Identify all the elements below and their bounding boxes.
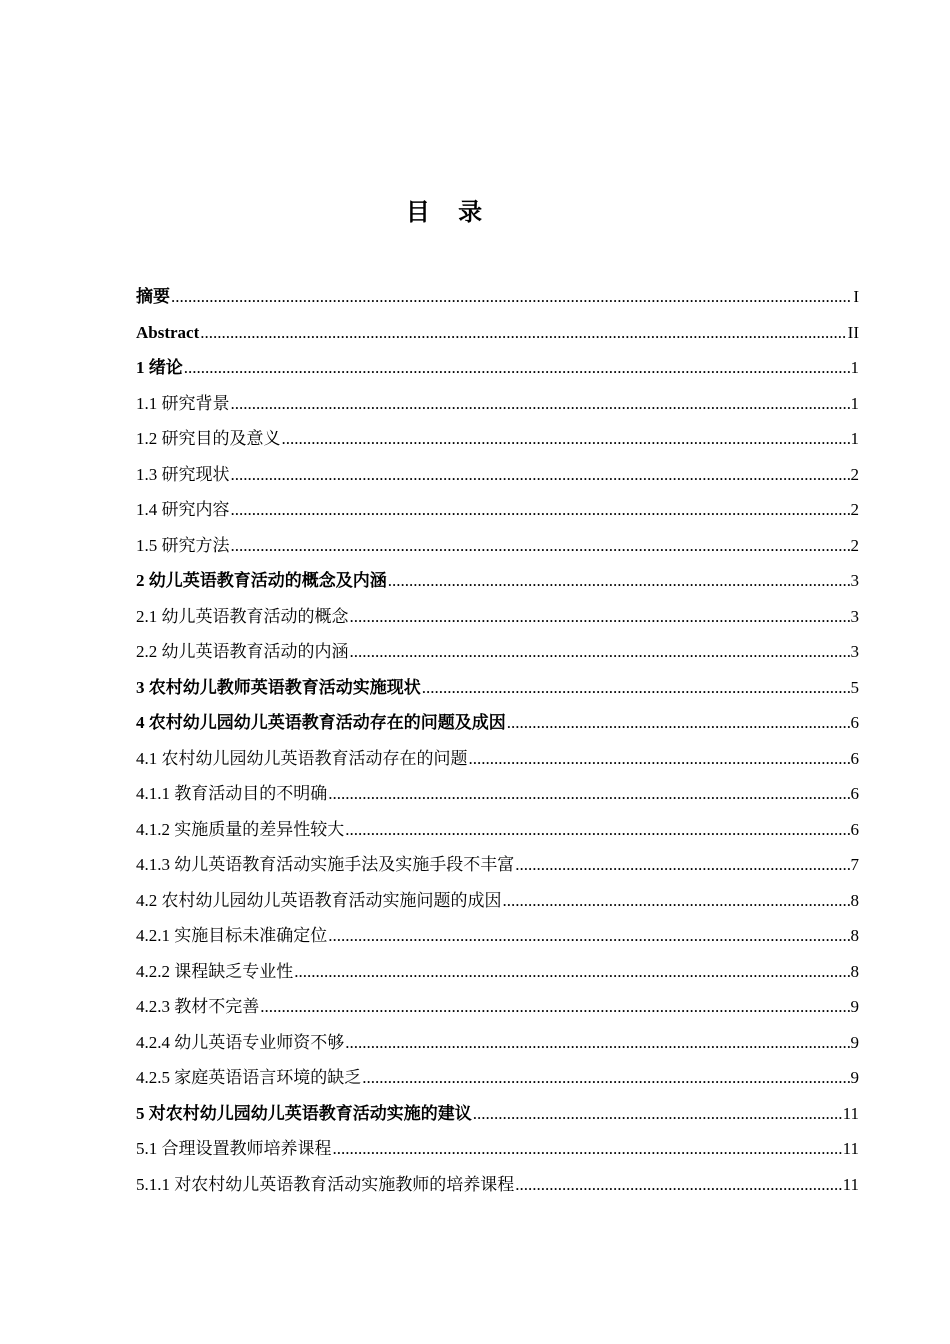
- toc-entry[interactable]: [136, 563, 859, 599]
- toc-leader-dots: [231, 492, 850, 528]
- page-title: 目 录: [405, 198, 493, 226]
- toc-leader-dots: [231, 386, 850, 422]
- toc-entry[interactable]: [136, 812, 859, 848]
- table-of-contents: [136, 279, 859, 1202]
- toc-entry-page-number: 9: [850, 1032, 859, 1052]
- toc-entry[interactable]: [136, 1060, 859, 1096]
- toc-entry-page-number: I: [853, 287, 859, 306]
- toc-leader-dots: [184, 350, 850, 386]
- toc-entry[interactable]: [136, 989, 859, 1025]
- toc-leader-dots: [328, 776, 849, 812]
- toc-leader-dots: [350, 634, 850, 670]
- toc-entry-page-number: 6: [850, 819, 859, 839]
- toc-entry[interactable]: [136, 386, 859, 422]
- toc-entry[interactable]: [136, 847, 859, 883]
- toc-entry-page-number: 8: [850, 961, 859, 981]
- toc-entry-title: 摘要: [136, 287, 170, 306]
- toc-entry-page-number: 5: [850, 677, 859, 697]
- toc-entry[interactable]: [136, 741, 859, 777]
- toc-entry-title: 1.3 研究现状: [136, 464, 230, 484]
- toc-leader-dots: [200, 315, 846, 351]
- toc-entry-title: 4.2.1 实施目标未准确定位: [136, 926, 328, 945]
- toc-entry-page-number: 3: [850, 571, 859, 590]
- toc-entry[interactable]: [136, 670, 859, 706]
- toc-entry[interactable]: [136, 421, 859, 457]
- toc-entry[interactable]: [136, 599, 859, 635]
- toc-entry-title: 4.2.3 教材不完善: [136, 997, 260, 1016]
- toc-entry-title: 3 农村幼儿教师英语教育活动实施现状: [136, 677, 421, 697]
- toc-leader-dots: [231, 528, 850, 564]
- toc-entry[interactable]: [136, 492, 859, 528]
- toc-entry-page-number: 8: [850, 926, 859, 945]
- toc-entry[interactable]: [136, 954, 859, 990]
- toc-entry-page-number: 2: [850, 464, 859, 484]
- toc-entry-page-number: 3: [850, 606, 859, 626]
- toc-entry-title: 4.2.5 家庭英语语言环境的缺乏: [136, 1068, 362, 1087]
- toc-entry-title: 4.1 农村幼儿园幼儿英语教育活动存在的问题: [136, 748, 468, 768]
- toc-entry-title: 1.5 研究方法: [136, 535, 230, 555]
- toc-leader-dots: [171, 279, 852, 315]
- toc-entry-title: 1 绪论: [136, 358, 183, 377]
- toc-entry-page-number: 11: [842, 1174, 859, 1194]
- toc-leader-dots: [507, 705, 850, 741]
- toc-entry[interactable]: [136, 918, 859, 954]
- toc-entry-page-number: 11: [842, 1103, 859, 1123]
- toc-entry[interactable]: [136, 528, 859, 564]
- toc-entry[interactable]: [136, 315, 859, 351]
- toc-entry-page-number: 6: [850, 784, 859, 803]
- toc-leader-dots: [333, 1131, 842, 1167]
- toc-entry-title: 2 幼儿英语教育活动的概念及内涵: [136, 571, 387, 590]
- toc-entry[interactable]: [136, 457, 859, 493]
- toc-entry-title: 1.4 研究内容: [136, 500, 230, 519]
- toc-entry-title: 1.1 研究背景: [136, 393, 230, 413]
- toc-leader-dots: [473, 1096, 842, 1132]
- toc-entry[interactable]: [136, 1131, 859, 1167]
- toc-entry-page-number: 8: [850, 890, 859, 910]
- toc-leader-dots: [260, 989, 849, 1025]
- toc-entry-title: 5 对农村幼儿园幼儿英语教育活动实施的建议: [136, 1103, 472, 1123]
- toc-entry[interactable]: [136, 1096, 859, 1132]
- toc-leader-dots: [282, 421, 850, 457]
- toc-leader-dots: [388, 563, 850, 599]
- toc-leader-dots: [362, 1060, 849, 1096]
- toc-entry-title: 4.2.2 课程缺乏专业性: [136, 961, 294, 981]
- toc-entry-title: 1.2 研究目的及意义: [136, 429, 281, 448]
- toc-entry-page-number: 1: [850, 393, 859, 413]
- toc-entry-page-number: 1: [850, 358, 859, 377]
- toc-entry-title: 5.1 合理设置教师培养课程: [136, 1139, 332, 1158]
- toc-entry[interactable]: [136, 705, 859, 741]
- toc-entry[interactable]: [136, 279, 859, 315]
- toc-entry-page-number: 6: [850, 713, 859, 732]
- toc-entry[interactable]: [136, 1025, 859, 1061]
- toc-entry-title: 4.2.4 幼儿英语专业师资不够: [136, 1032, 345, 1052]
- toc-leader-dots: [422, 670, 850, 706]
- toc-entry-page-number: 9: [850, 1068, 859, 1087]
- toc-leader-dots: [469, 741, 850, 777]
- toc-entry-title: 4 农村幼儿园幼儿英语教育活动存在的问题及成因: [136, 713, 506, 732]
- toc-entry-page-number: 2: [850, 500, 859, 519]
- toc-entry-title: 4.1.2 实施质量的差异性较大: [136, 819, 345, 839]
- toc-entry-page-number: 6: [850, 748, 859, 768]
- toc-entry-title: 5.1.1 对农村幼儿英语教育活动实施教师的培养课程: [136, 1174, 515, 1194]
- toc-leader-dots: [328, 918, 849, 954]
- toc-leader-dots: [350, 599, 850, 635]
- toc-leader-dots: [231, 457, 850, 493]
- toc-entry-page-number: 7: [850, 855, 859, 874]
- toc-entry-title: 4.1.3 幼儿英语教育活动实施手法及实施手段不丰富: [136, 855, 515, 874]
- toc-entry-title: 2.1 幼儿英语教育活动的概念: [136, 606, 349, 626]
- toc-entry-page-number: II: [847, 322, 859, 342]
- toc-entry[interactable]: [136, 350, 859, 386]
- toc-entry[interactable]: [136, 776, 859, 812]
- toc-leader-dots: [345, 812, 849, 848]
- toc-leader-dots: [345, 1025, 849, 1061]
- toc-entry-title: Abstract: [136, 322, 200, 342]
- toc-entry[interactable]: [136, 883, 859, 919]
- toc-entry[interactable]: [136, 634, 859, 670]
- toc-entry-page-number: 2: [850, 535, 859, 555]
- toc-entry[interactable]: [136, 1167, 859, 1203]
- toc-leader-dots: [515, 847, 849, 883]
- toc-entry-title: 4.1.1 教育活动目的不明确: [136, 784, 328, 803]
- toc-entry-page-number: 1: [850, 429, 859, 448]
- toc-entry-page-number: 9: [850, 997, 859, 1016]
- toc-leader-dots: [503, 883, 850, 919]
- toc-entry-title: 2.2 幼儿英语教育活动的内涵: [136, 642, 349, 661]
- toc-leader-dots: [515, 1167, 841, 1203]
- toc-entry-title: 4.2 农村幼儿园幼儿英语教育活动实施问题的成因: [136, 890, 502, 910]
- toc-entry-page-number: 3: [850, 642, 859, 661]
- toc-entry-page-number: 11: [842, 1139, 859, 1158]
- toc-leader-dots: [294, 954, 849, 990]
